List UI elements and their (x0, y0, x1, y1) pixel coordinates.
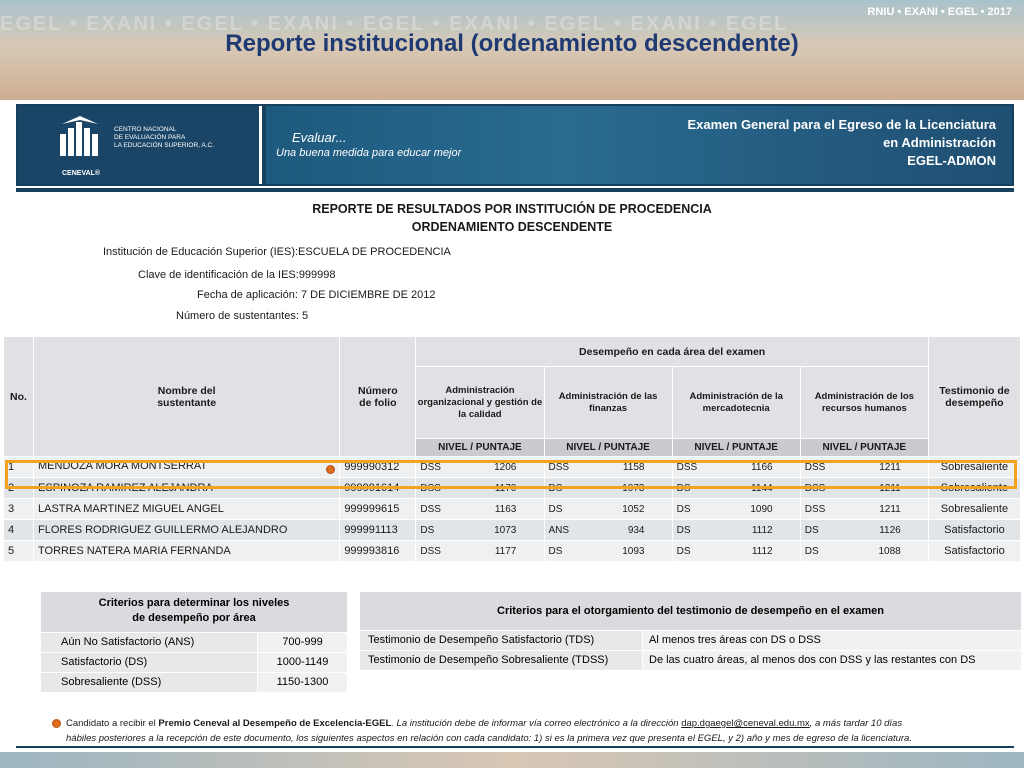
row-no: 1 (4, 457, 34, 478)
criteria-level-row: Aún No Satisfactorio (ANS) 700-999 (41, 633, 347, 652)
row-area-1: DSS 1170 (416, 478, 544, 499)
table-row (4, 520, 1021, 541)
col-header-testimonio: Testimonio de desempeño (928, 337, 1020, 457)
award-footnote: Candidato a recibir el Premio Ceneval al Desempeño de Excelencia-EGEL. La institución debe de informar vía correo electrónico a la dirección dap.dgaegel@ceneval.edu.mx, a más tardar 10 días hábiles posteriores a la recepción de este documento, los siguientes aspectos en relación con cada candidato: 1) si es la primera vez que presenta el EGEL, y 2) año y mes de egreso de la licenciatura. (66, 716, 986, 746)
row-area-2: DS 1052 (544, 499, 672, 520)
row-name: FLORES RODRIGUEZ GUILLERMO ALEJANDRO (34, 520, 340, 541)
nivel-puntaje-header-4: NIVEL / PUNTAJE (800, 439, 928, 457)
row-no: 5 (4, 541, 34, 562)
report-document (0, 100, 1024, 752)
row-area-4: DSS 1211 (800, 499, 928, 520)
table-row (4, 499, 1021, 520)
row-area-4: DS 1126 (800, 520, 928, 541)
col-header-area-1: Administración organizacional y gestión de la calidad (416, 367, 544, 439)
row-folio: 999999615 (340, 499, 416, 520)
row-name: MENDOZA MORA MONTSERRAT (34, 457, 340, 478)
criteria-testimonio-table (360, 592, 1021, 670)
brand-label: RNIU • EXANI • EGEL • 2017 (867, 6, 1012, 18)
row-folio: 999991113 (340, 520, 416, 541)
slide-bottom-strip (0, 752, 1024, 768)
criteria-testimonio-row: Testimonio de Desempeño Sobresaliente (TDSS) De las cuatro áreas, al menos dos con DSS y las restantes con DS (360, 651, 1021, 670)
clave-info: Clave de identificación de la IES:999998 (138, 269, 336, 281)
criteria-level-row: Sobresaliente (DSS) 1150-1300 (41, 673, 347, 692)
criteria-levels-title: Criterios para determinar los niveles de desempeño por área (41, 592, 347, 632)
row-no: 3 (4, 499, 34, 520)
col-header-folio: Número de folio (340, 337, 416, 457)
row-area-1: DSS 1163 (416, 499, 544, 520)
criteria-testimonio-title: Criterios para el otorgamiento del testimonio de desempeño en el examen (360, 592, 1021, 630)
row-name: ESPINOZA RAMIREZ ALEJANDRA (34, 478, 340, 499)
footer-divider (16, 746, 1014, 748)
contact-email-link[interactable]: dap.dgaegel@ceneval.edu.mx (681, 718, 810, 729)
row-testimonio: Satisfactorio (928, 520, 1020, 541)
row-highlight-outline (5, 460, 1017, 489)
ies-info: Institución de Educación Superior (IES):ESCUELA DE PROCEDENCIA (103, 246, 451, 258)
row-no: 4 (4, 520, 34, 541)
row-area-3: DS 1144 (672, 478, 800, 499)
criteria-testimonio-row: Testimonio de Desempeño Satisfactorio (TDS) Al menos tres áreas con DS o DSS (360, 631, 1021, 650)
row-no: 2 (4, 478, 34, 499)
row-area-3: DS 1090 (672, 499, 800, 520)
col-header-area-4: Administración de los recursos humanos (800, 367, 928, 439)
report-title: REPORTE DE RESULTADOS POR INSTITUCIÓN DE PROCEDENCIA ORDENAMIENTO DESCENDENTE (312, 202, 712, 234)
logo-panel (18, 106, 262, 184)
slide-header (0, 0, 1024, 100)
row-area-1: DSS 1206 (416, 457, 544, 478)
ceneval-logo-icon (58, 116, 102, 162)
row-area-2: DSS 1158 (544, 457, 672, 478)
ceneval-banner (16, 104, 1014, 186)
nivel-puntaje-header-2: NIVEL / PUNTAJE (544, 439, 672, 457)
col-header-no: No. (4, 337, 34, 457)
row-testimonio: Satisfactorio (928, 541, 1020, 562)
criteria-level-row: Satisfactorio (DS) 1000-1149 (41, 653, 347, 672)
row-area-4: DSS 1211 (800, 457, 928, 478)
row-name: LASTRA MARTINEZ MIGUEL ANGEL (34, 499, 340, 520)
org-short-name: CENEVAL® (62, 170, 101, 177)
col-header-areas-group: Desempeño en cada área del examen (416, 337, 929, 367)
nivel-puntaje-header-3: NIVEL / PUNTAJE (672, 439, 800, 457)
slogan-panel (266, 106, 1012, 184)
row-area-4: DS 1088 (800, 541, 928, 562)
exam-name: Examen General para el Egreso de la Licenciatura en Administración EGEL-ADMON (687, 117, 996, 168)
row-area-4: DSS 1211 (800, 478, 928, 499)
row-area-2: DS 1073 (544, 478, 672, 499)
col-header-area-2: Administración de las finanzas (544, 367, 672, 439)
slogan-line-2: Una buena medida para educar mejor (276, 147, 462, 159)
row-folio: 999993816 (340, 541, 416, 562)
header-watermark: EGEL • EXANI • EGEL • EXANI • EGEL • EXANI • EGEL • EXANI • EGEL (0, 13, 789, 35)
row-area-3: DS 1112 (672, 541, 800, 562)
row-testimonio: Sobresaliente (928, 499, 1020, 520)
col-header-area-3: Administración de la mercadotecnia (672, 367, 800, 439)
row-testimonio: Sobresaliente (928, 478, 1020, 499)
row-area-3: DS 1112 (672, 520, 800, 541)
col-header-name: Nombre del sustentante (34, 337, 340, 457)
row-area-2: DS 1093 (544, 541, 672, 562)
row-area-1: DS 1073 (416, 520, 544, 541)
row-area-2: ANS 934 (544, 520, 672, 541)
row-folio: 999990312 (340, 457, 416, 478)
excellence-award-icon (52, 719, 61, 728)
sustentantes-info: Número de sustentantes: 5 (176, 310, 309, 322)
slide-title: Reporte institucional (ordenamiento descendente) (225, 30, 799, 57)
row-area-3: DSS 1166 (672, 457, 800, 478)
banner-divider (16, 188, 1014, 192)
row-folio: 999991614 (340, 478, 416, 499)
table-row (4, 541, 1021, 562)
criteria-levels-table (41, 592, 347, 692)
org-name: CENTRO NACIONAL DE EVALUACIÓN PARA LA EDUCACIÓN SUPERIOR, A.C. (114, 126, 215, 149)
nivel-puntaje-header-1: NIVEL / PUNTAJE (416, 439, 544, 457)
results-table (3, 336, 1021, 562)
row-testimonio: Sobresaliente (928, 457, 1020, 478)
row-name: TORRES NATERA MARIA FERNANDA (34, 541, 340, 562)
row-area-1: DSS 1177 (416, 541, 544, 562)
fecha-info: Fecha de aplicación: 7 DE DICIEMBRE DE 2012 (197, 289, 436, 301)
slogan-line-1: Evaluar... (292, 130, 347, 145)
